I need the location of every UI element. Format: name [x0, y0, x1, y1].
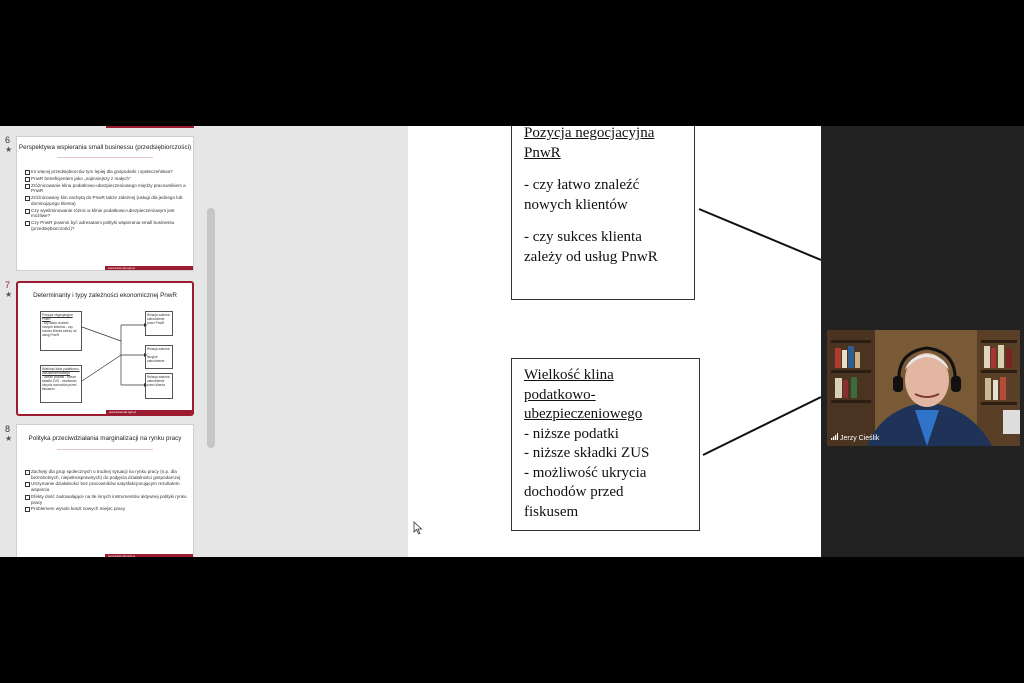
list-item: Czy PnwR powinni być adresatami polityki wspierania small businessu (przedsiębiorczości)? [25, 220, 187, 231]
list-item: Im więcej przedsiębiorców tym lepiej dla gospodarki i społeczeństwa? [25, 169, 187, 175]
list-item: Efekty dość zadowalające na tle innych instrumentów aktywnej polityki rynku pracy [25, 494, 187, 505]
previous-slide-footer [106, 126, 194, 128]
slide-number-7: 7 [5, 280, 11, 290]
box-text: - czy sukces klienta [524, 229, 642, 245]
box-text: dochodów przed [524, 484, 624, 500]
thumb-box-heading: Relacja zależna [147, 375, 170, 379]
slide-number-8: 8 [5, 424, 11, 434]
box-text: fiskusem [524, 503, 579, 520]
slide-thumbnail-pane [0, 126, 216, 557]
slide-star-icon: ★ [5, 145, 13, 154]
thumb-box-heading: Relacja zależna [147, 313, 170, 317]
slide-star-icon: ★ [5, 290, 13, 299]
thumb-footer: www.ksiemalr.sgh.pl [105, 266, 193, 270]
thumb-title: Determinanty i typy zależności ekonomicznej PnwR [33, 292, 177, 299]
signal-bars-icon [831, 433, 838, 443]
negotiation-position-box [511, 126, 695, 300]
scrollbar-thumb[interactable] [207, 208, 215, 448]
slide-thumbnail-6[interactable] [16, 136, 194, 271]
thumbnail-scrollbar[interactable] [206, 126, 216, 557]
webcam-feed-image [827, 330, 1020, 446]
list-item: PnwR beneficjentem jako „najmniejszy z małych” [25, 176, 187, 182]
tax-wedge-box [511, 358, 700, 531]
box-text: - możliwość ukrycia [524, 464, 647, 481]
thumb-divider [57, 157, 153, 158]
thumb-title: Polityka przeciwdziałania marginalizacji na rynku pracy [28, 435, 182, 442]
box-text: - niższe składki ZUS [524, 445, 650, 461]
thumb-title: Perspektywa wspierania small businessu (przedsiębiorczości) [18, 144, 192, 151]
box-text: nowych klientów [524, 197, 628, 213]
thumb-box-text: zatrudnienie przez klienta [147, 379, 165, 387]
list-item: Utrzymanie działalności bez pracowników satysfakcjonującym rezultatem wsparcia [25, 481, 187, 492]
screen-share [0, 126, 1024, 557]
box-text: zależy od usług PnwR [524, 249, 658, 265]
list-item: Problemem wysoki koszt nowych miejsc pracy [25, 506, 187, 512]
thumb-arrows [18, 283, 192, 414]
thumb-box-text: fikcyjne zatrudnienie [147, 355, 165, 363]
participant-video-tile[interactable] [827, 330, 1020, 446]
box-heading: Pozycja negocjacyjna [524, 126, 655, 141]
box-heading: podatkowo- [524, 386, 596, 403]
thumb-divider [57, 449, 153, 450]
editor-workspace [216, 126, 408, 557]
thumb-footer: www.ksiemalr.sgh.pl [105, 554, 193, 557]
box-heading: Wielkość klina [524, 367, 614, 383]
slide-thumbnail-8[interactable] [16, 424, 194, 557]
main-slide-canvas[interactable] [408, 126, 821, 557]
box-heading: PnwR [524, 145, 561, 161]
mouse-cursor-icon [413, 521, 423, 535]
thumb-box-text: - niższe podatki - niższe składki ZUS - możliwość ukrycia dochodów przed fiskusem [42, 375, 77, 391]
thumb-box-heading: Pozycja negocjacyjna PnwR [42, 313, 73, 321]
slide-thumbnail-7[interactable] [16, 281, 194, 416]
participant-name: Jerzy Cieślik [840, 435, 880, 442]
list-item: Zachęty dla grup społecznych o trudnej sytuacji na rynku pracy (n.p. dla bezrobotnych, niepełnosprawnych) do podjęcia działalności gospodarczej [25, 469, 187, 480]
box-heading: ubezpieczeniowego [524, 406, 643, 422]
thumb-bullet-list [25, 169, 187, 233]
box-text: - czy łatwo znaleźć [524, 177, 640, 193]
thumb-box-text: - czy łatwo znaleźć nowych klientów - czy sukces klienta zależy od usług PnwR [42, 321, 77, 337]
thumb-bullet-list [25, 469, 187, 513]
list-item: Zróżnicowanie klina podatkowo-ubezpieczeniowego między pracownikiem a PnwR [25, 183, 187, 194]
list-item: Czy wyeliminowanie różnic w klinie podatkowo-ubezpieczeniowym jest możliwe? [25, 208, 187, 219]
thumb-box-heading: Wielkość klina podatkowo-ubezpieczeniowego [42, 367, 80, 375]
video-panel [821, 126, 1024, 557]
box-text: - niższe podatki [524, 425, 619, 442]
participant-name-label [831, 433, 879, 443]
slide-star-icon: ★ [5, 434, 13, 443]
slide-number-6: 6 [5, 135, 11, 145]
thumb-box-heading: Relacja zależna – [147, 347, 170, 355]
list-item: Zróżnicowany klin zachętą do PnwR także zależnej (usługi dla jednego lub dominującego klienta) [25, 195, 187, 206]
thumb-footer: www.ksiemalr.sgh.pl [106, 410, 192, 414]
thumb-box-text: zatrudnienie przez PnwR [147, 317, 165, 325]
